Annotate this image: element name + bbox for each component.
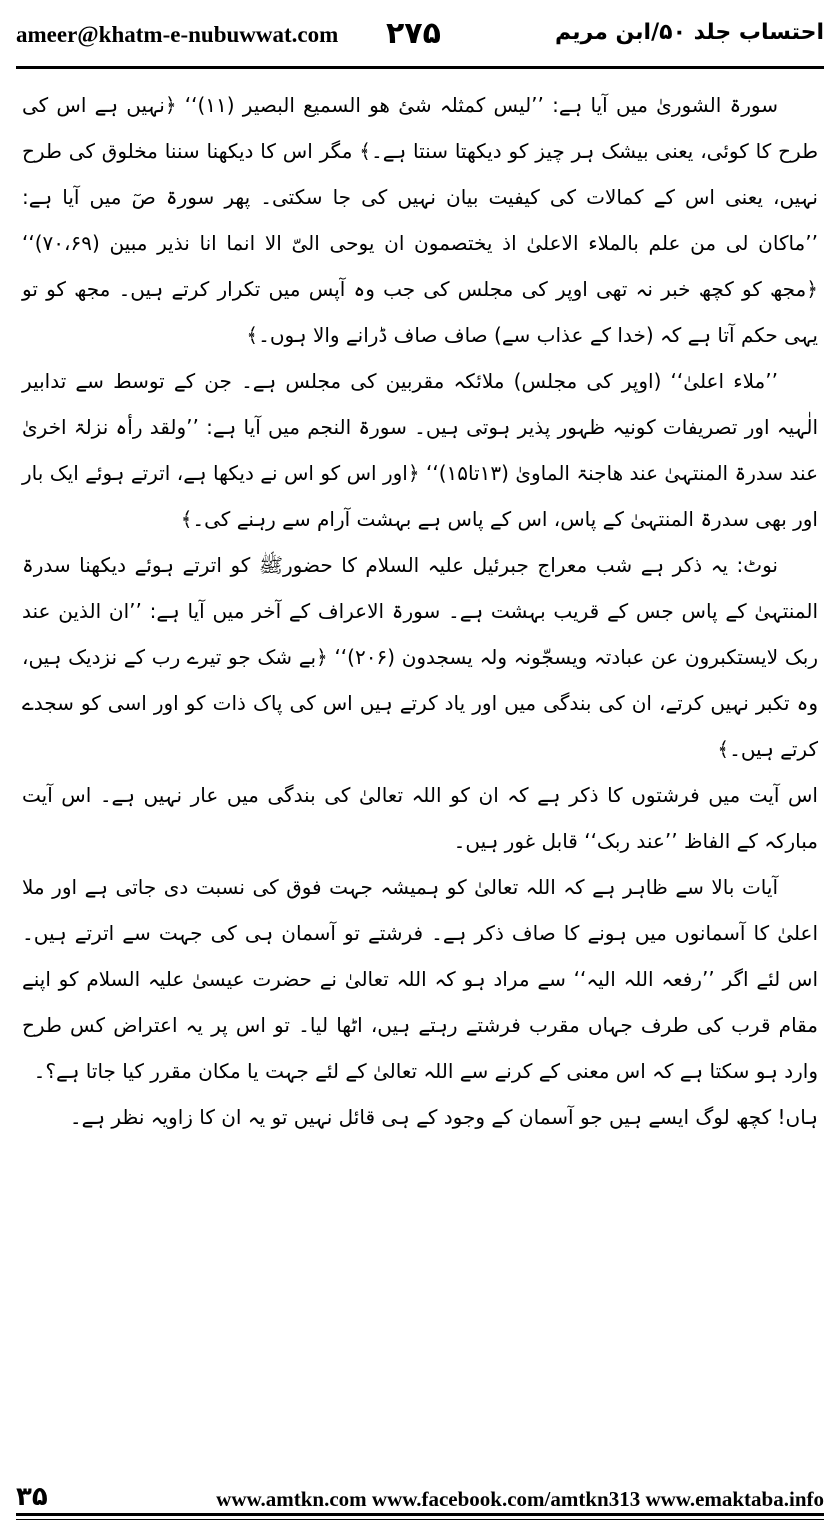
paragraph-4: اس آیت میں فرشتوں کا ذکر ہے کہ ان کو اللہ تعالیٰ کی بندگی میں عار نہیں ہے۔ اس آیت مبارکہ کے الفاظ ’’عند ربک‘‘ قابل غور ہیں۔ bbox=[22, 783, 818, 853]
footer-links: www.amtkn.com www.facebook.com/amtkn313 www.emaktaba.info bbox=[216, 1487, 824, 1511]
paragraph-5: آیات بالا سے ظاہر ہے کہ اللہ تعالیٰ کو ہمیشہ جہت فوق کی نسبت دی جاتی ہے اور ملا اعلیٰ کا آسمانوں میں ہونے کا صاف ذکر ہے۔ فرشتے تو آسمان ہی کی جہت سے اترتے ہیں۔ اس لئے اگر ’’رفعہ اللہ الیہ‘‘ سے مراد ہو کہ اللہ تعالیٰ نے حضرت عیسیٰ علیہ السلام کو اپنے مقام قرب کی طرف جہاں مقرب فرشتے رہتے ہیں، اٹھا لیا۔ تو اس پر یہ اعتراض کس طرح وارد ہو سکتا ہے کہ اس معنی کے کرنے سے اللہ تعالیٰ کے لئے جہت یا مکان مقرر کیا جاتا ہے؟۔ bbox=[22, 875, 819, 1083]
paragraph-1: سورۃ الشوریٰ میں آیا ہے: ’’لیس کمثلہ شیٔ ھو السمیع البصیر (۱۱)‘‘ ﴿نہیں ہے اس کی طرح کا کوئی، یعنی بیشک ہر چیز کو دیکھتا سنتا ہے۔﴾ مگر اس کا دیکھنا سننا مخلوق کی طرح نہیں، یعنی اس کے کمالات کی کیفیت بیان نہیں کی جا سکتی۔ پھر سورۃ صٓ میں آیا ہے: ’’ماکان لی من علم بالملاء الاعلیٰ اذ یختصمون ان یوحی الیّ الا انما انا نذیر مبین (۷۰،۶۹)‘‘ ﴿مجھ کو کچھ خبر نہ تھی اوپر کی مجلس کی جب وہ آپس میں تکرار کرتے ہیں۔ مجھ کو تو یہی حکم آتا ہے کہ (خدا کے عذاب سے) صاف صاف ڈرانے والا ہوں۔﴾ bbox=[22, 93, 818, 347]
page-body bbox=[22, 82, 818, 1466]
header-email: ameer@khatm-e-nubuwwat.com bbox=[16, 22, 339, 47]
paragraph-3: نوٹ: یہ ذکر ہے شب معراج جبرئیل علیہ السلام کا حضورﷺ کو اترتے ہوئے دیکھنا سدرۃ المنتہیٰ کے پاس جس کے قریب بہشت ہے۔ سورۃ الاعراف کے آخر میں آیا ہے: ’’ان الذین عند ربک لایستکبرون عن عبادتہ ویسجّونہ ولہ یسجدون (۲۰۶)‘‘ ﴿بے شک جو تیرے رب کے نزدیک ہیں، وہ تکبر نہیں کرتے، ان کی بندگی میں اور یاد کرتے ہیں اس کی پاک ذات کو اور اسی کو سجدے کرتے ہیں۔﴾ bbox=[22, 553, 819, 761]
page-header bbox=[16, 16, 824, 64]
footer-page-number: ۳۵ bbox=[16, 1482, 48, 1512]
header-rule bbox=[16, 66, 824, 69]
footer-rule-thin bbox=[16, 1519, 824, 1520]
header-page-number: ۲۷۵ bbox=[386, 16, 441, 51]
paragraph-2: ’’ملاء اعلیٰ‘‘ (اوپر کی مجلس) ملائکہ مقربین کی مجلس ہے۔ جن کے توسط سے تدابیر الٰہیہ اور تصریفات کونیہ ظہور پذیر ہوتی ہیں۔ سورۃ النجم میں آیا ہے: ’’ولقد رأہ نزلۃ اخریٰ عند سدرۃ المنتہیٰ عند ھاجنۃ الماویٰ (۱۳تا۱۵)‘‘ ﴿اور اس کو اس نے دیکھا ہے، اترتے ہوئے ایک بار اور بھی سدرۃ المنتہیٰ کے پاس، اس کے پاس ہے بہشت آرام سے رہنے کی۔﴾ bbox=[22, 369, 819, 531]
paragraph-6: ہاں! کچھ لوگ ایسے ہیں جو آسمان کے وجود کے ہی قائل نہیں تو یہ ان کا زاویہ نظر ہے۔ bbox=[69, 1105, 818, 1129]
header-running-title: احتساب جلد ۵۰/ابن مریم bbox=[555, 20, 824, 45]
page-footer bbox=[16, 1470, 824, 1526]
footer-rule bbox=[16, 1513, 824, 1516]
